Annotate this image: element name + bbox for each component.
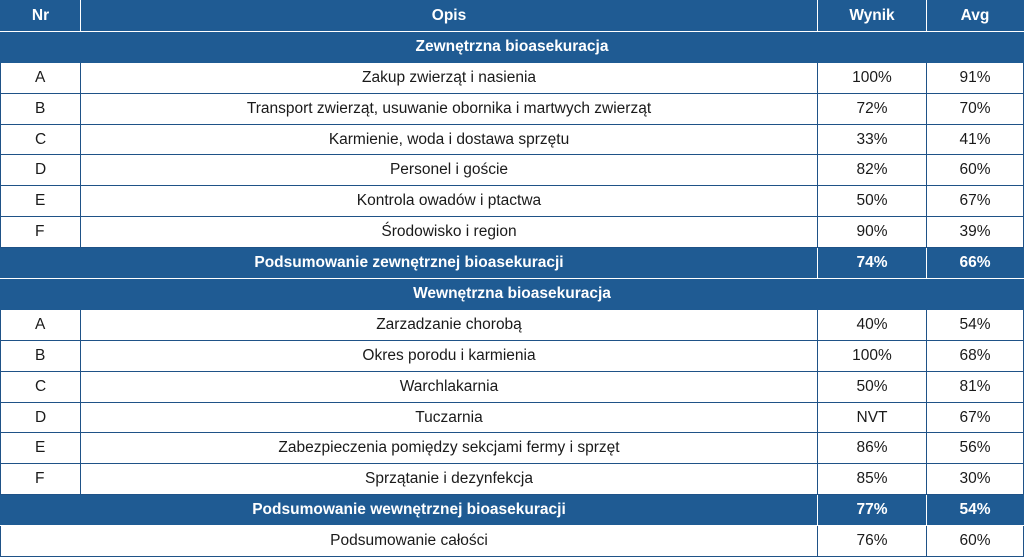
table-row [1, 433, 1024, 464]
row-opis: Zabezpieczenia pomiędzy sekcjami fermy i sprzęt [81, 433, 818, 464]
row-wynik: 50% [818, 186, 927, 217]
table-row [1, 62, 1024, 93]
row-nr: A [1, 309, 81, 340]
row-avg: 67% [927, 186, 1024, 217]
row-opis: Personel i goście [81, 155, 818, 186]
row-avg: 56% [927, 433, 1024, 464]
row-avg: 91% [927, 62, 1024, 93]
row-nr: F [1, 464, 81, 495]
summary-avg: 54% [927, 495, 1024, 526]
row-opis: Karmienie, woda i dostawa sprzętu [81, 124, 818, 155]
row-avg: 70% [927, 93, 1024, 124]
total-row [1, 526, 1024, 557]
row-wynik: 82% [818, 155, 927, 186]
row-wynik: 72% [818, 93, 927, 124]
table-row [1, 464, 1024, 495]
row-wynik: 40% [818, 309, 927, 340]
row-nr: C [1, 371, 81, 402]
row-nr: C [1, 124, 81, 155]
row-nr: D [1, 402, 81, 433]
row-wynik: 90% [818, 217, 927, 248]
summary-label: Podsumowanie zewnętrznej bioasekuracji [1, 248, 818, 279]
table-row [1, 124, 1024, 155]
row-avg: 54% [927, 309, 1024, 340]
row-avg: 68% [927, 340, 1024, 371]
total-wynik: 76% [818, 526, 927, 557]
row-opis: Zakup zwierząt i nasienia [81, 62, 818, 93]
summary-row-external [1, 248, 1024, 279]
row-wynik: 33% [818, 124, 927, 155]
table-row [1, 371, 1024, 402]
row-opis: Warchlakarnia [81, 371, 818, 402]
row-wynik: 100% [818, 62, 927, 93]
table-row [1, 93, 1024, 124]
summary-label: Podsumowanie wewnętrznej bioasekuracji [1, 495, 818, 526]
row-opis: Zarzadzanie chorobą [81, 309, 818, 340]
total-label: Podsumowanie całości [1, 526, 818, 557]
row-opis: Transport zwierząt, usuwanie obornika i martwych zwierząt [81, 93, 818, 124]
row-nr: A [1, 62, 81, 93]
row-opis: Środowisko i region [81, 217, 818, 248]
row-nr: B [1, 340, 81, 371]
column-header-nr: Nr [1, 1, 81, 32]
table-row [1, 217, 1024, 248]
summary-wynik: 77% [818, 495, 927, 526]
total-avg: 60% [927, 526, 1024, 557]
row-nr: F [1, 217, 81, 248]
table-row [1, 186, 1024, 217]
table-row [1, 340, 1024, 371]
summary-avg: 66% [927, 248, 1024, 279]
row-nr: D [1, 155, 81, 186]
row-nr: E [1, 186, 81, 217]
row-wynik: 86% [818, 433, 927, 464]
row-wynik: 100% [818, 340, 927, 371]
table-row [1, 309, 1024, 340]
row-opis: Tuczarnia [81, 402, 818, 433]
column-header-avg: Avg [927, 1, 1024, 32]
table-header-row [1, 1, 1024, 32]
row-nr: E [1, 433, 81, 464]
row-opis: Kontrola owadów i ptactwa [81, 186, 818, 217]
section-title: Zewnętrzna bioasekuracja [1, 31, 1024, 62]
section-title: Wewnętrzna bioasekuracja [1, 279, 1024, 310]
column-header-opis: Opis [81, 1, 818, 32]
row-wynik: 50% [818, 371, 927, 402]
row-avg: 41% [927, 124, 1024, 155]
row-opis: Okres porodu i karmienia [81, 340, 818, 371]
row-avg: 60% [927, 155, 1024, 186]
row-opis: Sprzątanie i dezynfekcja [81, 464, 818, 495]
row-nr: B [1, 93, 81, 124]
section-header-external [1, 31, 1024, 62]
row-avg: 30% [927, 464, 1024, 495]
table-row [1, 155, 1024, 186]
row-avg: 39% [927, 217, 1024, 248]
section-header-internal [1, 279, 1024, 310]
row-avg: 81% [927, 371, 1024, 402]
row-wynik: NVT [818, 402, 927, 433]
summary-row-internal [1, 495, 1024, 526]
table-row [1, 402, 1024, 433]
row-wynik: 85% [818, 464, 927, 495]
row-avg: 67% [927, 402, 1024, 433]
summary-wynik: 74% [818, 248, 927, 279]
column-header-wynik: Wynik [818, 1, 927, 32]
